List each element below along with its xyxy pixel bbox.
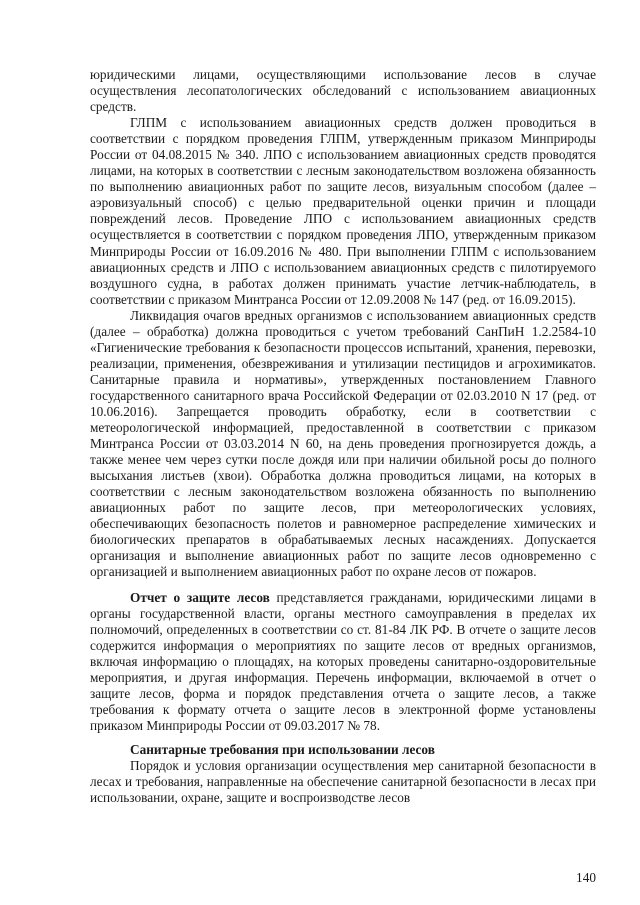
page-number: 140 bbox=[576, 870, 596, 885]
paragraph-glpm-aviation: ГЛПМ с использованием авиационных средств должен проводиться в соответствии с порядком проведения ГЛПМ, утвержденным приказом Минприроды России от 04.08.2015 № 340. ЛПО с использованием авиационных средств проводятся лицами, на которых в соответствии с лесным законодательством возложена обязанность по выполнению авиационных работ по защите лесов, визуальным способом (далее – аэровизуальный способ) с целью предварительной оценки причин и площади повреждений лесов. Проведение ЛПО с использованием авиационных средств осуществляется в соответствии с порядком проведения ЛПО, утвержденным приказом Минприроды России от 16.09.2016 № 480. При выполнении ГЛПМ с использованием авиационных средств и ЛПО с использованием авиационных средств с пилотируемого воздушного судна, в работах должен принимать участие летчик-наблюдатель, в соответствии с приказом Минтранса России от 12.09.2008 № 147 (ред. от 16.09.2015). bbox=[90, 115, 596, 307]
paragraph-sanitary-requirements: Порядок и условия организации осуществления мер санитарной безопасности в лесах и требования, направленные на обеспечение санитарной безопасности в лесах при использовании, охране, защите и воспроизводстве лесов bbox=[90, 757, 596, 806]
section-heading: Санитарные требования при использовании лесов bbox=[130, 741, 435, 757]
report-text: представляется гражданами, юридическими лицами в органы государственной власти, органы местного самоуправления в пределах их полномочий, определенных в соответствии со ст. 81-84 ЛК РФ. В отчете о защите лесов содержится информация о мероприятиях по защите лесов от вредных организмов, включая информацию о площадях, на которых проведены санитарно-оздоровительные мероприятия, и другая информация. Перечень информации, включаемой в отчет о защите лесов, форма и порядок представления отчета о защите лесов, а также требования к формату отчета о защите лесов в электронной форме установлены приказом Минприроды России от 09.03.2017 № 78. bbox=[90, 589, 597, 733]
page-body bbox=[90, 67, 596, 806]
paragraph-forest-protection-report bbox=[90, 590, 596, 734]
paragraph-continuation: юридическими лицами, осуществляющими использование лесов в случае осуществления лесопатологических обследований с использованием авиационных средств. bbox=[90, 67, 596, 115]
report-term-bold: Отчет о защите лесов bbox=[130, 589, 270, 605]
paragraph-pest-elimination: Ликвидация очагов вредных организмов с использованием авиационных средств (далее – обработка) должна проводиться с учетом требований СанПиН 1.2.2584-10 «Гигиенические требования к безопасности процессов испытаний, хранения, перевозки, реализации, применения, обезвреживания и утилизации пестицидов и агрохимикатов. Санитарные правила и нормативы», утвержденных постановлением Главного государственного санитарного врача Российской Федерации от 02.03.2010 N 17 (ред. от 10.06.2016). Запрещается проводить обработку, если в соответствии с метеорологической информацией, предоставленной в соответствии с приказом Минтранса России от 03.03.2014 N 60, на день проведения прогнозируется дождь, а также менее чем через сутки после дождя или при наличии обильной росы до полного высыхания листьев (хвои). Обработка должна проводиться лицами, на которых в соответствии с лесным законодательством возложена обязанность по выполнению авиационных работ по защите лесов, при метеорологических условиях, обеспечивающих безопасность полетов и равномерное распределение химических и биологических препаратов в обрабатываемых лесных насаждениях. Допускается организация и выполнение авиационных работ по защите лесов одновременно с организацией и выполнением авиационных работ по охране лесов от пожаров. bbox=[90, 307, 596, 580]
